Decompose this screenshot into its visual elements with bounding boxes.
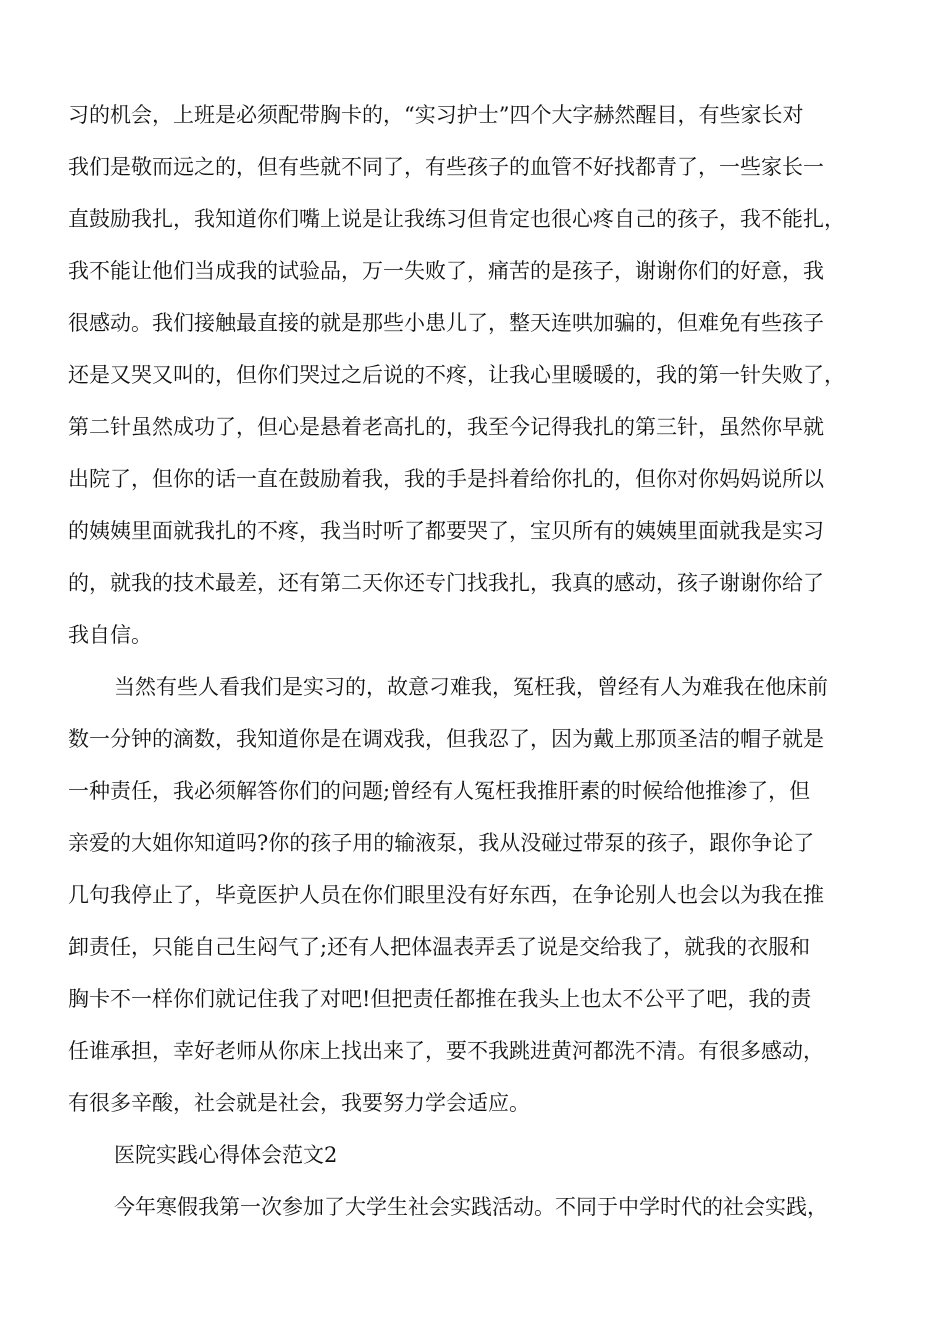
- text-line: 一种责任，我必须解答你们的问题;曾经有人冤枉我推肝素的时候给他推渗了，但: [68, 779, 811, 803]
- text-line: 出院了，但你的话一直在鼓励着我，我的手是抖着给你扎的，但你对你妈妈说所以: [68, 467, 824, 491]
- text-line: 第二针虽然成功了，但心是悬着老高扎的，我至今记得我扎的第三针，虽然你早就: [68, 415, 824, 439]
- text-line: 的姨姨里面就我扎的不疼，我当时听了都要哭了，宝贝所有的姨姨里面就我是实习: [68, 519, 824, 543]
- text-line: 的，就我的技术最差，还有第二天你还专门找我扎，我真的感动，孩子谢谢你给了: [68, 571, 824, 595]
- text-line: 还是又哭又叫的，但你们哭过之后说的不疼，让我心里暖暖的，我的第一针失败了，: [68, 363, 845, 387]
- text-line: 我自信。: [68, 623, 152, 647]
- text-line: 任谁承担，幸好老师从你床上找出来了，要不我跳进黄河都洗不清。有很多感动，: [68, 1039, 824, 1063]
- text-line: 胸卡不一样你们就记住我了对吧!但把责任都推在我头上也太不公平了吧，我的责: [68, 987, 812, 1011]
- text-line: 卸责任，只能自己生闷气了;还有人把体温表弄丢了说是交给我了，就我的衣服和: [68, 935, 811, 959]
- section-heading: 医院实践心得体会范文2: [114, 1143, 338, 1167]
- paragraph-start-line: 今年寒假我第一次参加了大学生社会实践活动。不同于中学时代的社会实践，: [114, 1195, 828, 1219]
- text-line: 我不能让他们当成我的试验品，万一失败了，痛苦的是孩子，谢谢你们的好意，我: [68, 259, 824, 283]
- text-line: 我们是敬而远之的，但有些就不同了，有些孩子的血管不好找都青了，一些家长一: [68, 155, 824, 179]
- text-line: 很感动。我们接触最直接的就是那些小患儿了，整天连哄加骗的，但难免有些孩子: [68, 311, 824, 335]
- text-line: 习的机会，上班是必须配带胸卡的，“实习护士”四个大字赫然醒目，有些家长对: [68, 103, 804, 127]
- text-line: 数一分钟的滴数，我知道你是在调戏我，但我忍了，因为戴上那顶圣洁的帽子就是: [68, 727, 824, 751]
- text-line: 有很多辛酸，社会就是社会，我要努力学会适应。: [68, 1091, 530, 1115]
- text-line: 直鼓励我扎，我知道你们嘴上说是让我练习但肯定也很心疼自己的孩子，我不能扎，: [68, 207, 845, 231]
- text-line: 亲爱的大姐你知道吗?你的孩子用的输液泵，我从没碰过带泵的孩子，跟你争论了: [68, 831, 815, 855]
- paragraph-start-line: 当然有些人看我们是实习的，故意刁难我，冤枉我，曾经有人为难我在他床前: [114, 675, 828, 699]
- text-line: 几句我停止了，毕竟医护人员在你们眼里没有好东西，在争论别人也会以为我在推: [68, 883, 824, 907]
